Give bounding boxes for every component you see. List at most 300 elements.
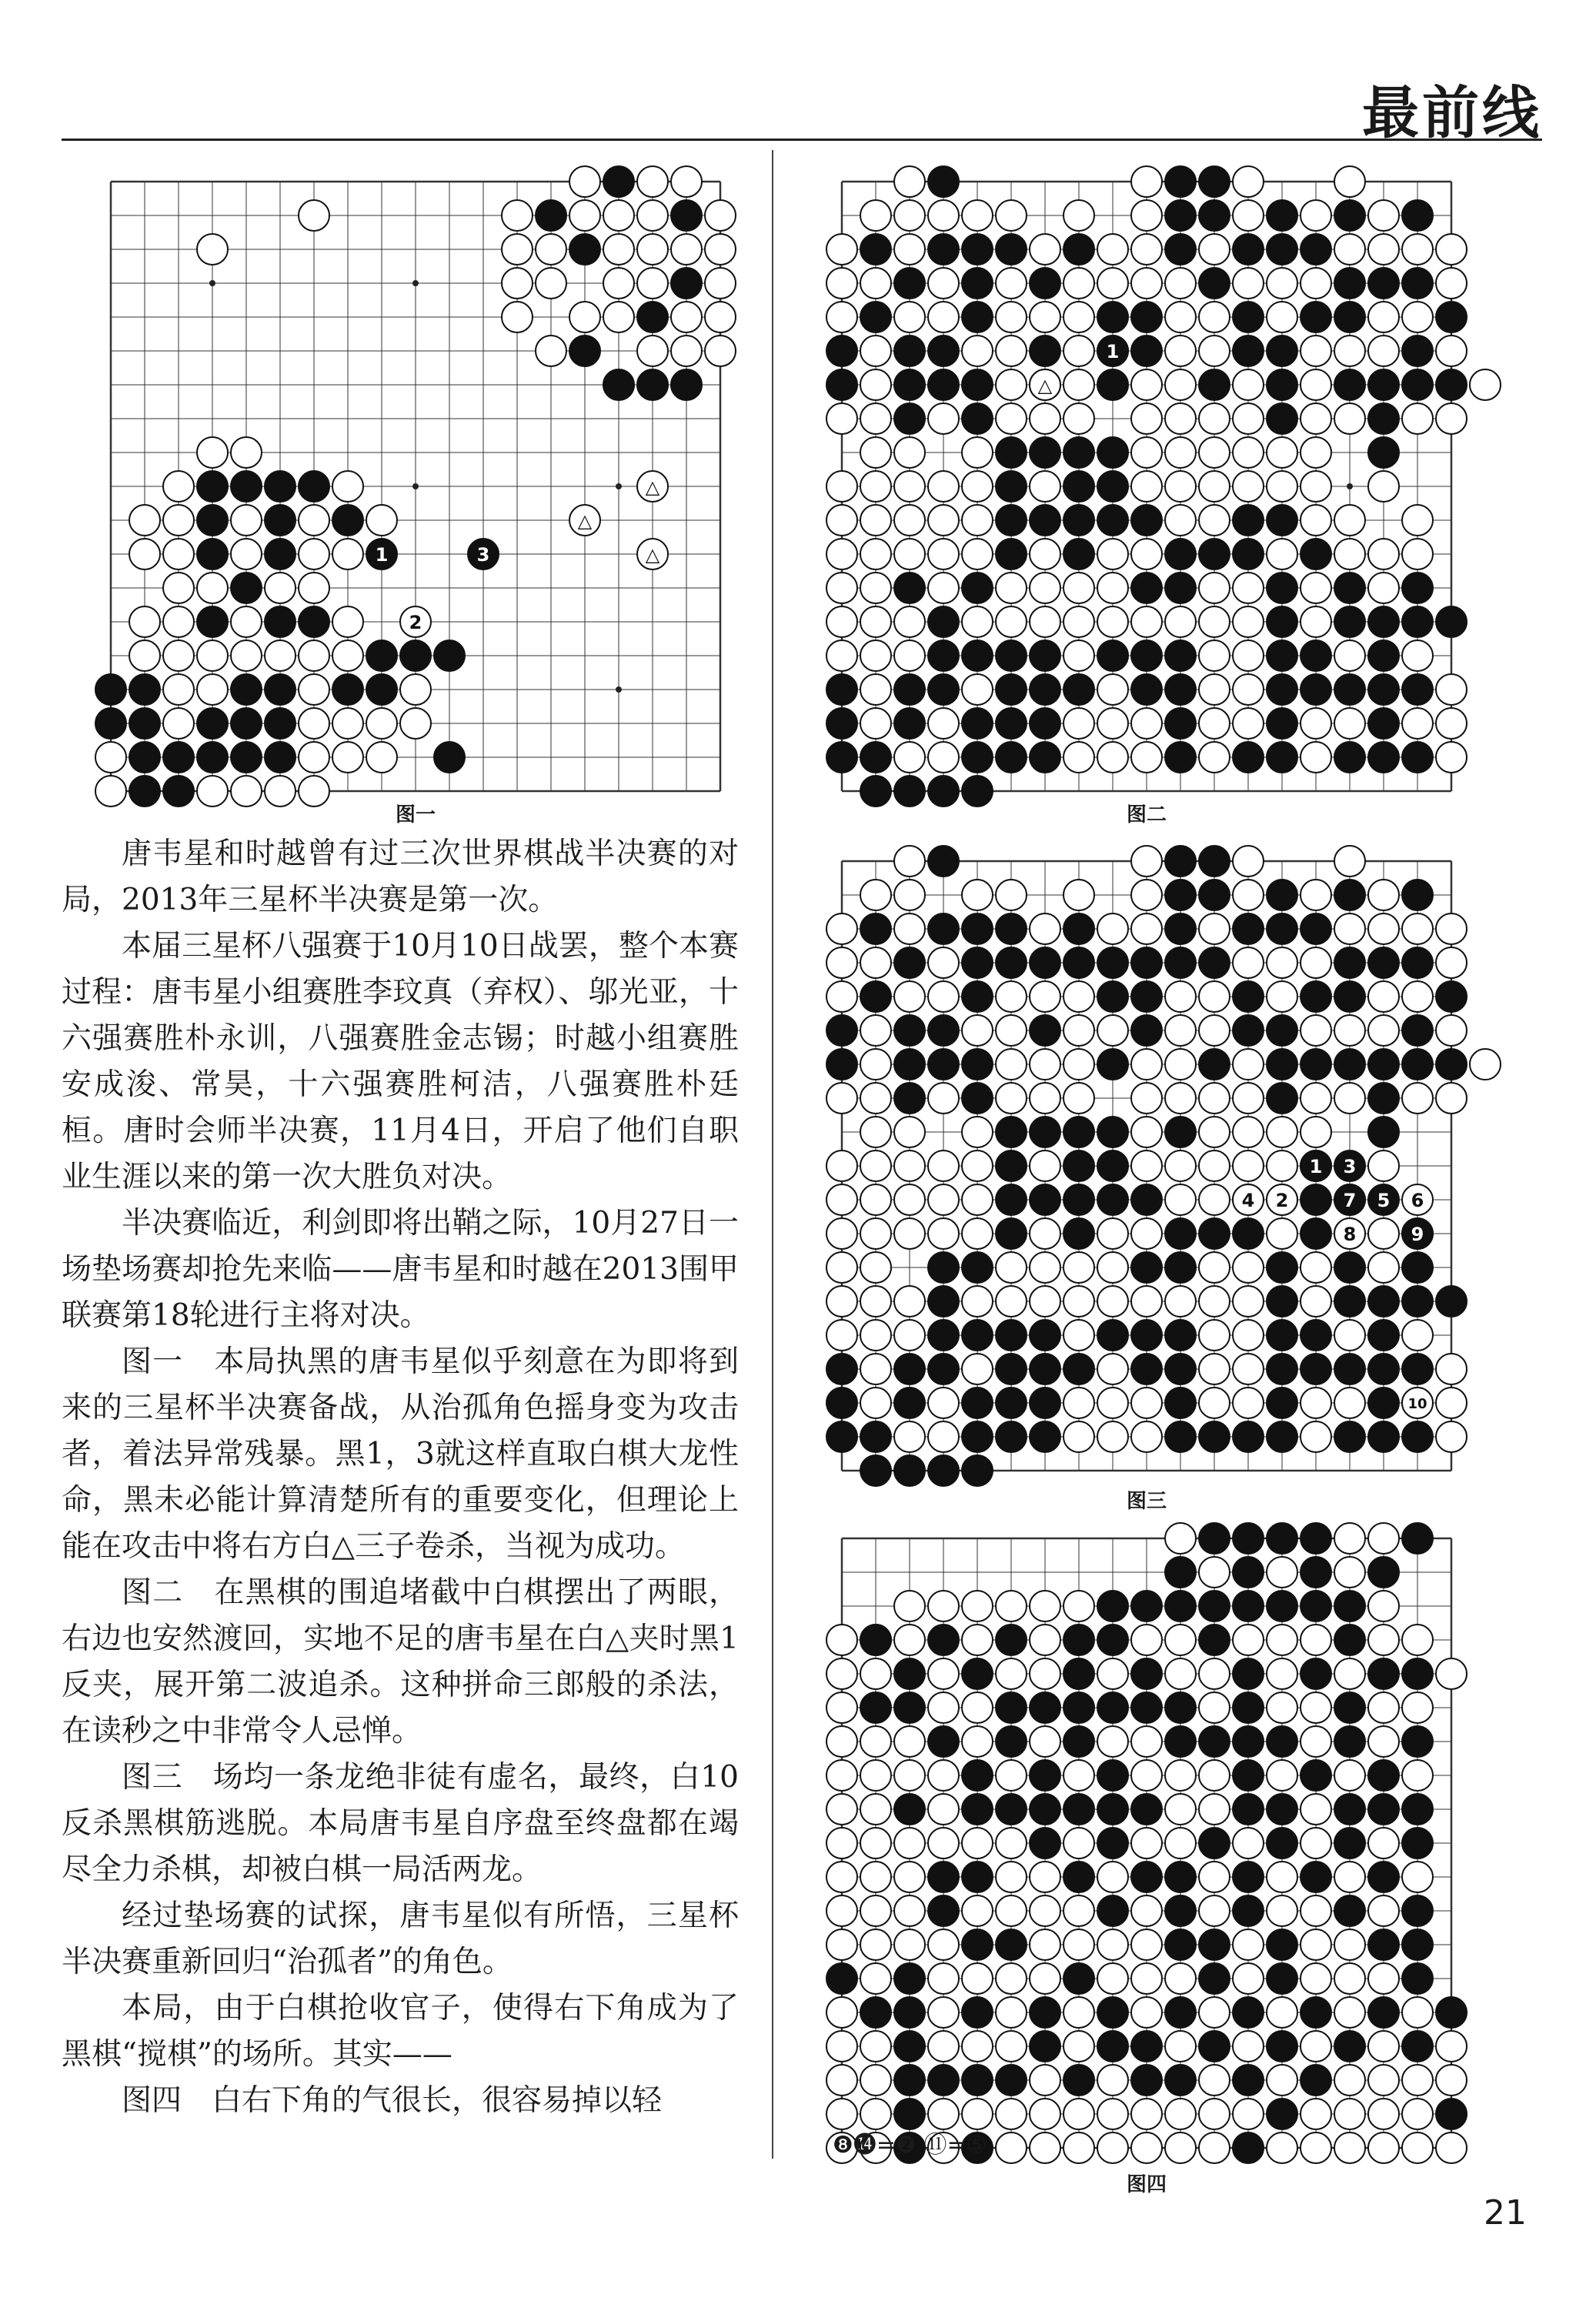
black-stone [894,336,925,366]
white-stone [1402,1320,1433,1351]
white-stone [1097,606,1128,637]
black-stone [962,1929,993,1960]
black-stone [894,1658,925,1689]
black-stone [826,1388,857,1418]
white-stone [996,981,1027,1012]
white-stone [1368,234,1399,265]
white-stone [1233,403,1264,434]
white-stone [928,1929,959,1960]
black-stone [1131,1015,1162,1046]
white-stone [265,640,295,671]
black-stone [1267,369,1297,400]
black-stone [860,1625,891,1655]
black-stone [962,1252,993,1283]
white-stone [962,1150,993,1181]
white-stone [1097,1388,1128,1418]
white-stone [826,981,857,1012]
white-stone [1334,1523,1365,1554]
white-stone [1199,1658,1230,1689]
black-stone [1301,539,1331,569]
black-stone [1199,1421,1230,1452]
white-stone [1368,1895,1399,1926]
black-stone [928,2065,959,2096]
black-stone [1267,234,1297,265]
white-stone [1097,2065,1128,2096]
white-stone [1301,880,1331,910]
black-stone [962,1421,993,1452]
white-stone [826,471,857,502]
move-number: 5 [1377,1190,1391,1211]
white-stone [1334,1862,1365,1892]
white-stone [1368,1692,1399,1723]
black-stone [1334,880,1365,910]
black-stone [1030,1117,1060,1147]
white-stone [1334,2099,1365,2129]
black-stone [1199,846,1230,877]
white-stone [1131,234,1162,265]
white-stone [928,539,959,569]
black-stone [231,573,262,603]
white-stone [1131,1895,1162,1926]
white-stone [1165,2099,1196,2129]
white-stone [1368,200,1399,231]
white-stone [332,539,363,569]
move-number: 10 [1407,1396,1427,1412]
black-stone [1131,981,1162,1012]
board-fig1 [108,179,723,794]
black-stone [1097,2031,1128,2062]
black-stone [1063,947,1094,978]
white-stone [129,640,160,671]
white-stone [894,1184,925,1215]
black-stone [1334,200,1365,231]
black-stone [1131,1692,1162,1723]
black-stone [894,2099,925,2129]
black-stone [1301,1997,1331,2028]
black-stone [894,2031,925,2062]
black-stone [996,947,1027,978]
black-stone [400,640,431,671]
black-stone [1334,1354,1365,1384]
white-stone [1063,1760,1094,1791]
white-stone [1233,1049,1264,1080]
white-stone [1233,1150,1264,1181]
black-stone [860,742,891,773]
white-stone [1233,200,1264,231]
black-stone [1267,1523,1297,1554]
black-stone [1030,1828,1060,1858]
black-stone [1301,1760,1331,1791]
black-stone [1301,1354,1331,1384]
white-stone [928,1421,959,1452]
white-stone [502,200,533,231]
white-stone [1301,505,1331,536]
white-stone [894,234,925,265]
paragraph: 图四 白右下角的气很长，很容易掉以轻 [122,2083,663,2118]
black-stone [1199,2031,1230,2062]
white-stone [1402,539,1433,569]
white-stone [826,1828,857,1858]
white-stone [1063,880,1094,910]
white-stone [129,505,160,536]
white-stone [928,981,959,1012]
black-stone [894,1794,925,1825]
black-stone [928,1862,959,1892]
black-stone [928,1049,959,1080]
black-stone [1165,674,1196,705]
white-stone [1131,1625,1162,1655]
black-stone [1267,573,1297,603]
black-stone [1267,1388,1297,1418]
white-stone [1097,1286,1128,1317]
black-stone [95,708,126,739]
black-stone [1267,1286,1297,1317]
white-stone [1165,1523,1196,1554]
white-stone [996,1963,1027,1994]
white-stone [962,1726,993,1757]
white-stone [826,1929,857,1960]
white-stone [1301,200,1331,231]
black-stone [1368,1286,1399,1317]
white-stone [894,846,925,877]
black-stone [1030,708,1060,739]
black-stone [1334,1625,1365,1655]
white-stone [860,1963,891,1994]
black-stone [1402,268,1433,299]
white-stone [860,1929,891,1960]
white-stone [894,606,925,637]
white-stone [1402,2065,1433,2096]
white-stone [928,1184,959,1215]
white-stone [1199,1286,1230,1317]
black-stone [671,268,702,299]
black-stone [928,336,959,366]
white-stone [894,981,925,1012]
black-stone [1063,539,1094,569]
white-stone [928,573,959,603]
black-stone [163,742,194,773]
black-stone [1233,234,1264,265]
black-stone [1368,1354,1399,1384]
black-stone [265,606,295,637]
black-stone [637,302,668,332]
white-stone [1063,1320,1094,1351]
black-stone [996,1388,1027,1418]
white-stone [95,776,126,807]
black-stone [996,234,1027,265]
black-stone [1436,2099,1467,2129]
black-stone [1267,2031,1297,2062]
black-stone [1301,913,1331,944]
white-stone [1301,1895,1331,1926]
white-stone [1334,1557,1365,1588]
white-stone [996,1286,1027,1317]
black-stone [1368,1997,1399,2028]
black-stone [1267,336,1297,366]
white-stone [1368,573,1399,603]
white-stone [1334,505,1365,536]
white-stone [1368,1150,1399,1181]
black-stone [894,776,925,807]
black-stone [1131,1794,1162,1825]
black-stone [1368,1557,1399,1588]
white-stone [1063,606,1094,637]
white-stone [962,200,993,231]
white-stone [996,1895,1027,1926]
white-stone [1165,403,1196,434]
white-stone [1368,2031,1399,2062]
black-stone [1301,2065,1331,2096]
black-stone [569,234,600,265]
black-stone [1267,505,1297,536]
white-stone [1097,1658,1128,1689]
black-stone [1165,1726,1196,1757]
black-stone [1199,1726,1230,1757]
white-stone [1402,708,1433,739]
white-stone [332,471,363,502]
white-stone [671,336,702,366]
black-stone [1334,1252,1365,1283]
white-stone [928,2099,959,2129]
black-stone [1301,1184,1331,1215]
white-stone [1233,1963,1264,1994]
white-stone [826,1625,857,1655]
black-stone [197,505,228,536]
white-stone [1199,674,1230,705]
white-stone [1199,573,1230,603]
white-stone [1267,1625,1297,1655]
white-stone [1165,1184,1196,1215]
white-stone [1301,1794,1331,1825]
black-stone [1097,1692,1128,1723]
black-stone [1267,403,1297,434]
white-stone [894,1895,925,1926]
white-stone [1199,1117,1230,1147]
black-stone [1097,1150,1128,1181]
white-stone [1030,1083,1060,1114]
white-stone [163,708,194,739]
black-stone [366,674,397,705]
white-stone [826,1150,857,1181]
white-stone [1063,573,1094,603]
black-stone [1131,947,1162,978]
black-stone [1301,1591,1331,1621]
black-stone [1030,1184,1060,1215]
black-stone [962,369,993,400]
white-stone [1233,1929,1264,1960]
black-stone [1368,1421,1399,1452]
black-stone [1097,1184,1128,1215]
white-stone [671,234,702,265]
black-stone [1030,1794,1060,1825]
white-stone [1334,234,1365,265]
black-stone [826,369,857,400]
white-stone [928,1997,959,2028]
white-stone [1233,437,1264,468]
white-stone [1097,268,1128,299]
black-stone [1334,606,1365,637]
black-stone [1301,640,1331,671]
white-stone [1301,1421,1331,1452]
white-stone [928,1828,959,1858]
black-stone [1436,302,1467,332]
white-stone [860,336,891,366]
white-stone [1267,1997,1297,2028]
black-stone [860,981,891,1012]
black-stone [962,1388,993,1418]
black-stone [1402,1354,1433,1384]
white-stone [265,776,295,807]
black-stone [1402,1049,1433,1080]
white-stone [1267,1862,1297,1892]
move-number: 8 [1343,1224,1357,1245]
black-stone [569,336,600,366]
white-stone [860,1760,891,1791]
white-stone [1097,1929,1128,1960]
black-stone [1165,1692,1196,1723]
white-stone [1368,302,1399,332]
paragraph: 本局，由于白棋抢收官子，使得右下角成为了黑棋“搅棋”的场所。其实—— [62,1991,739,2072]
black-stone [1030,268,1060,299]
white-stone [1334,1658,1365,1689]
black-stone [894,2065,925,2096]
white-stone [129,606,160,637]
white-stone [1368,1625,1399,1655]
white-stone [1199,1150,1230,1181]
white-stone [1368,336,1399,366]
black-stone [1368,708,1399,739]
white-stone [1233,708,1264,739]
white-stone [860,1862,891,1892]
white-stone [894,200,925,231]
black-stone [962,1997,993,2028]
black-stone [1334,1895,1365,1926]
white-stone [1436,234,1467,265]
white-stone [1368,1963,1399,1994]
white-stone [860,1895,891,1926]
black-stone [332,505,363,536]
black-stone [1063,2065,1094,2096]
white-stone [996,606,1027,637]
white-stone [1301,2099,1331,2129]
white-stone [962,336,993,366]
white-stone [197,674,228,705]
white-stone [1199,1692,1230,1723]
black-stone [1165,846,1196,877]
white-stone [1368,1726,1399,1757]
black-stone [1199,1049,1230,1080]
black-stone [1063,1794,1094,1825]
black-stone [1267,1963,1297,1994]
white-stone [1436,403,1467,434]
black-stone [1368,403,1399,434]
black-stone [1131,1354,1162,1384]
white-stone [1131,606,1162,637]
black-stone [1267,2099,1297,2129]
white-stone [1301,1929,1331,1960]
white-stone [299,640,329,671]
black-stone [1131,640,1162,671]
white-stone [860,1726,891,1757]
black-stone [1334,674,1365,705]
white-stone [1368,1828,1399,1858]
black-stone [826,742,857,773]
black-stone [1097,437,1128,468]
white-stone [332,742,363,773]
white-stone [996,336,1027,366]
white-stone [1131,2099,1162,2129]
white-stone [299,539,329,569]
white-stone [299,742,329,773]
white-stone [1267,268,1297,299]
black-stone [1402,2031,1433,2062]
white-stone [1436,674,1467,705]
white-stone [894,1421,925,1452]
black-stone [1402,1286,1433,1317]
black-stone [1334,1591,1365,1621]
black-stone [996,1625,1027,1655]
white-stone [962,2099,993,2129]
black-stone [1301,1557,1331,1588]
white-stone [1030,2099,1060,2129]
white-stone [996,1049,1027,1080]
white-stone [1267,2065,1297,2096]
white-stone [502,234,533,265]
black-stone [1097,1117,1128,1147]
white-stone [705,302,736,332]
black-stone [996,1354,1027,1384]
white-stone [299,674,329,705]
white-stone [1030,913,1060,944]
black-stone [928,1015,959,1046]
black-stone [1030,1760,1060,1791]
white-stone [1030,1963,1060,1994]
white-stone [1402,913,1433,944]
star-point [412,280,419,286]
white-stone [1131,846,1162,877]
white-stone [1267,1150,1297,1181]
white-stone [826,1286,857,1317]
black-stone [1368,268,1399,299]
white-stone [1165,2132,1196,2163]
black-stone [1030,1015,1060,1046]
black-stone [962,2065,993,2096]
black-stone [1301,234,1331,265]
white-stone [1063,1286,1094,1317]
white-stone [1030,1049,1060,1080]
white-stone [860,505,891,536]
white-stone [502,302,533,332]
black-stone [1334,981,1365,1012]
white-stone [1063,1015,1094,1046]
white-stone [1402,2099,1433,2129]
white-stone [1131,369,1162,400]
black-stone [1199,1929,1230,1960]
white-stone [928,947,959,978]
black-stone [928,1354,959,1384]
white-stone [1267,1557,1297,1588]
white-stone [1301,1963,1331,1994]
white-stone [536,268,566,299]
black-stone [1199,1828,1230,1858]
white-stone [1030,1895,1060,1926]
white-stone [962,1895,993,1926]
black-stone [1165,913,1196,944]
black-stone [962,302,993,332]
white-stone [1301,1625,1331,1655]
black-stone [928,1895,959,1926]
white-stone [1199,1320,1230,1351]
